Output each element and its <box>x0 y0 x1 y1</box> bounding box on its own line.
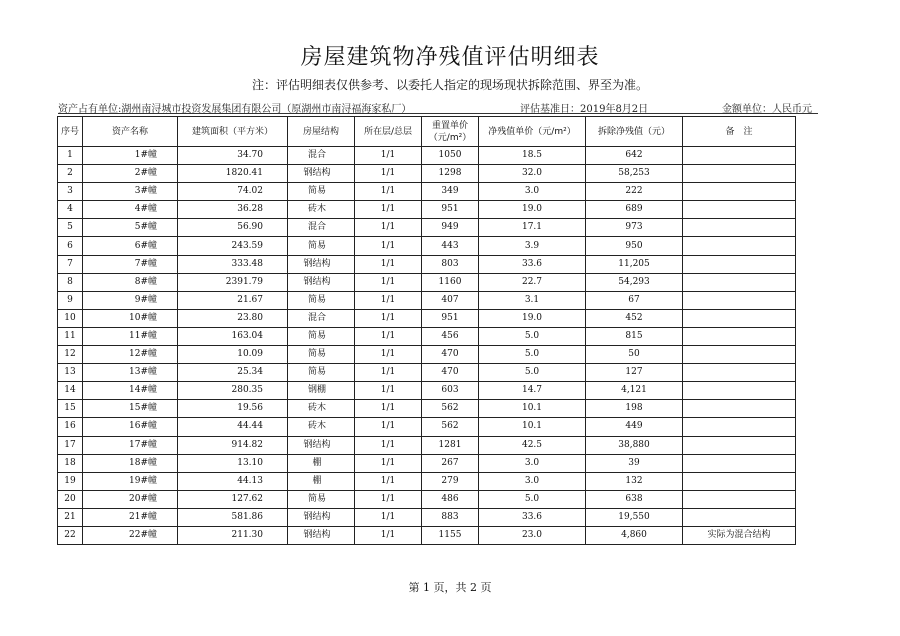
cell-area: 914.82 <box>178 436 288 454</box>
valuation-table <box>57 116 796 545</box>
cell-residual-unit: 42.5 <box>479 436 586 454</box>
cell-no: 1 <box>58 147 83 165</box>
cell-unit-price: 951 <box>422 309 479 327</box>
cell-name: 17#幢 <box>83 436 178 454</box>
cell-structure: 钢棚 <box>288 382 355 400</box>
document-title: 房屋建筑物净残值评估明细表 <box>300 45 600 70</box>
cell-area: 581.86 <box>178 508 288 526</box>
col-header-floor: 所在层/总层 <box>355 117 422 147</box>
cell-name: 16#幢 <box>83 418 178 436</box>
cell-area: 2391.79 <box>178 273 288 291</box>
cell-remark <box>683 165 796 183</box>
cell-residual-unit: 18.5 <box>479 147 586 165</box>
cell-name: 11#幢 <box>83 327 178 345</box>
page-indicator: 第 1 页，共 2 页 <box>408 581 492 594</box>
cell-name: 20#幢 <box>83 490 178 508</box>
cell-residual-unit: 3.0 <box>479 472 586 490</box>
cell-residual-unit: 19.0 <box>479 309 586 327</box>
cell-structure: 钢结构 <box>288 526 355 544</box>
cell-no: 7 <box>58 255 83 273</box>
cell-residual-unit: 14.7 <box>479 382 586 400</box>
cell-remark <box>683 183 796 201</box>
cell-residual-total: 4,121 <box>586 382 683 400</box>
cell-name: 14#幢 <box>83 382 178 400</box>
table-row <box>58 327 796 345</box>
cell-remark <box>683 201 796 219</box>
cell-no: 6 <box>58 237 83 255</box>
cell-remark <box>683 346 796 364</box>
cell-unit-price: 1155 <box>422 526 479 544</box>
cell-floor: 1/1 <box>355 490 422 508</box>
cell-residual-total: 198 <box>586 400 683 418</box>
cell-area: 1820.41 <box>178 165 288 183</box>
cell-name: 2#幢 <box>83 165 178 183</box>
cell-remark <box>683 219 796 237</box>
cell-floor: 1/1 <box>355 255 422 273</box>
col-header-unit-price: 重置单价（元/m²） <box>422 117 479 147</box>
cell-residual-unit: 3.0 <box>479 454 586 472</box>
cell-remark <box>683 472 796 490</box>
cell-no: 17 <box>58 436 83 454</box>
cell-floor: 1/1 <box>355 309 422 327</box>
cell-residual-unit: 33.6 <box>479 255 586 273</box>
col-header-area: 建筑面积（平方米） <box>178 117 288 147</box>
cell-no: 8 <box>58 273 83 291</box>
cell-name: 21#幢 <box>83 508 178 526</box>
table-row <box>58 255 796 273</box>
cell-residual-total: 950 <box>586 237 683 255</box>
cell-residual-unit: 5.0 <box>479 490 586 508</box>
cell-residual-total: 127 <box>586 364 683 382</box>
cell-unit-price: 1298 <box>422 165 479 183</box>
header-row <box>58 117 796 147</box>
cell-residual-unit: 5.0 <box>479 346 586 364</box>
cell-residual-total: 67 <box>586 291 683 309</box>
cell-floor: 1/1 <box>355 400 422 418</box>
col-header-residual-total: 拆除净残值（元） <box>586 117 683 147</box>
cell-no: 21 <box>58 508 83 526</box>
cell-unit-price: 562 <box>422 418 479 436</box>
table-row <box>58 346 796 364</box>
cell-unit-price: 443 <box>422 237 479 255</box>
cell-residual-unit: 3.0 <box>479 183 586 201</box>
cell-structure: 简易 <box>288 364 355 382</box>
cell-remark <box>683 436 796 454</box>
cell-structure: 棚 <box>288 472 355 490</box>
cell-residual-unit: 10.1 <box>479 418 586 436</box>
cell-area: 19.56 <box>178 400 288 418</box>
cell-unit-price: 951 <box>422 201 479 219</box>
cell-structure: 简易 <box>288 490 355 508</box>
cell-structure: 混合 <box>288 147 355 165</box>
cell-area: 243.59 <box>178 237 288 255</box>
table-row <box>58 400 796 418</box>
cell-no: 4 <box>58 201 83 219</box>
cell-residual-unit: 5.0 <box>479 364 586 382</box>
cell-remark <box>683 382 796 400</box>
cell-unit-price: 456 <box>422 327 479 345</box>
cell-residual-unit: 17.1 <box>479 219 586 237</box>
cell-no: 19 <box>58 472 83 490</box>
cell-floor: 1/1 <box>355 526 422 544</box>
table-row <box>58 291 796 309</box>
cell-unit-price: 949 <box>422 219 479 237</box>
cell-residual-total: 642 <box>586 147 683 165</box>
cell-residual-unit: 33.6 <box>479 508 586 526</box>
cell-no: 2 <box>58 165 83 183</box>
table-row <box>58 418 796 436</box>
owner-unit: 资产占有单位:湖州南浔城市投资发展集团有限公司（原湖州市南浔福海家私厂） <box>58 104 412 115</box>
cell-structure: 混合 <box>288 309 355 327</box>
cell-name: 1#幢 <box>83 147 178 165</box>
cell-unit-price: 883 <box>422 508 479 526</box>
table-row <box>58 490 796 508</box>
cell-floor: 1/1 <box>355 508 422 526</box>
cell-floor: 1/1 <box>355 201 422 219</box>
col-header-remark: 备 注 <box>683 117 796 147</box>
col-header-name: 资产名称 <box>83 117 178 147</box>
cell-structure: 砖木 <box>288 201 355 219</box>
cell-structure: 棚 <box>288 454 355 472</box>
cell-remark <box>683 309 796 327</box>
cell-area: 163.04 <box>178 327 288 345</box>
cell-area: 34.70 <box>178 147 288 165</box>
table-row <box>58 183 796 201</box>
cell-residual-unit: 10.1 <box>479 400 586 418</box>
cell-residual-total: 132 <box>586 472 683 490</box>
cell-structure: 钢结构 <box>288 255 355 273</box>
cell-area: 280.35 <box>178 382 288 400</box>
cell-name: 4#幢 <box>83 201 178 219</box>
cell-residual-unit: 3.9 <box>479 237 586 255</box>
cell-floor: 1/1 <box>355 382 422 400</box>
cell-unit-price: 1050 <box>422 147 479 165</box>
cell-residual-total: 222 <box>586 183 683 201</box>
cell-remark <box>683 147 796 165</box>
cell-area: 13.10 <box>178 454 288 472</box>
cell-structure: 钢结构 <box>288 436 355 454</box>
cell-floor: 1/1 <box>355 364 422 382</box>
cell-name: 12#幢 <box>83 346 178 364</box>
cell-remark <box>683 364 796 382</box>
table-row <box>58 165 796 183</box>
cell-unit-price: 603 <box>422 382 479 400</box>
cell-structure: 钢结构 <box>288 508 355 526</box>
cell-residual-total: 689 <box>586 201 683 219</box>
cell-remark <box>683 490 796 508</box>
table-body <box>58 147 796 545</box>
cell-residual-unit: 23.0 <box>479 526 586 544</box>
cell-name: 22#幢 <box>83 526 178 544</box>
cell-remark <box>683 255 796 273</box>
cell-structure: 钢结构 <box>288 165 355 183</box>
cell-name: 13#幢 <box>83 364 178 382</box>
cell-floor: 1/1 <box>355 418 422 436</box>
cell-no: 16 <box>58 418 83 436</box>
cell-floor: 1/1 <box>355 454 422 472</box>
cell-residual-total: 638 <box>586 490 683 508</box>
cell-remark <box>683 508 796 526</box>
cell-area: 21.67 <box>178 291 288 309</box>
cell-residual-total: 50 <box>586 346 683 364</box>
cell-name: 19#幢 <box>83 472 178 490</box>
cell-no: 13 <box>58 364 83 382</box>
cell-residual-total: 815 <box>586 327 683 345</box>
cell-remark <box>683 327 796 345</box>
cell-floor: 1/1 <box>355 165 422 183</box>
cell-name: 3#幢 <box>83 183 178 201</box>
cell-no: 12 <box>58 346 83 364</box>
cell-remark <box>683 237 796 255</box>
cell-area: 333.48 <box>178 255 288 273</box>
table-row <box>58 237 796 255</box>
cell-name: 7#幢 <box>83 255 178 273</box>
cell-unit-price: 349 <box>422 183 479 201</box>
cell-no: 15 <box>58 400 83 418</box>
table-row <box>58 436 796 454</box>
cell-structure: 简易 <box>288 183 355 201</box>
cell-unit-price: 803 <box>422 255 479 273</box>
cell-residual-total: 38,880 <box>586 436 683 454</box>
cell-no: 5 <box>58 219 83 237</box>
cell-floor: 1/1 <box>355 273 422 291</box>
cell-remark <box>683 400 796 418</box>
cell-name: 5#幢 <box>83 219 178 237</box>
cell-unit-price: 562 <box>422 400 479 418</box>
cell-area: 36.28 <box>178 201 288 219</box>
cell-floor: 1/1 <box>355 291 422 309</box>
table-row <box>58 472 796 490</box>
cell-name: 10#幢 <box>83 309 178 327</box>
col-header-structure: 房屋结构 <box>288 117 355 147</box>
table-row <box>58 454 796 472</box>
cell-structure: 简易 <box>288 291 355 309</box>
cell-floor: 1/1 <box>355 472 422 490</box>
cell-residual-unit: 19.0 <box>479 201 586 219</box>
cell-floor: 1/1 <box>355 237 422 255</box>
cell-area: 211.30 <box>178 526 288 544</box>
table-row <box>58 309 796 327</box>
table-row <box>58 508 796 526</box>
cell-structure: 混合 <box>288 219 355 237</box>
cell-unit-price: 279 <box>422 472 479 490</box>
cell-residual-total: 452 <box>586 309 683 327</box>
cell-residual-unit: 5.0 <box>479 327 586 345</box>
cell-no: 9 <box>58 291 83 309</box>
cell-name: 18#幢 <box>83 454 178 472</box>
cell-structure: 简易 <box>288 327 355 345</box>
cell-residual-total: 4,860 <box>586 526 683 544</box>
cell-unit-price: 1281 <box>422 436 479 454</box>
cell-remark <box>683 418 796 436</box>
cell-name: 6#幢 <box>83 237 178 255</box>
cell-structure: 砖木 <box>288 418 355 436</box>
cell-no: 3 <box>58 183 83 201</box>
cell-remark <box>683 454 796 472</box>
table-row <box>58 147 796 165</box>
table-row <box>58 201 796 219</box>
cell-area: 23.80 <box>178 309 288 327</box>
cell-no: 20 <box>58 490 83 508</box>
cell-residual-total: 54,293 <box>586 273 683 291</box>
table-row <box>58 273 796 291</box>
cell-unit-price: 1160 <box>422 273 479 291</box>
cell-name: 9#幢 <box>83 291 178 309</box>
cell-structure: 简易 <box>288 346 355 364</box>
cell-name: 15#幢 <box>83 400 178 418</box>
cell-residual-total: 58,253 <box>586 165 683 183</box>
cell-residual-total: 449 <box>586 418 683 436</box>
cell-residual-unit: 22.7 <box>479 273 586 291</box>
col-header-no: 序号 <box>58 117 83 147</box>
col-header-residual-unit: 净残值单价（元/m²） <box>479 117 586 147</box>
cell-no: 11 <box>58 327 83 345</box>
cell-residual-total: 39 <box>586 454 683 472</box>
cell-floor: 1/1 <box>355 183 422 201</box>
cell-residual-total: 19,550 <box>586 508 683 526</box>
cell-area: 25.34 <box>178 364 288 382</box>
cell-residual-total: 973 <box>586 219 683 237</box>
cell-unit-price: 267 <box>422 454 479 472</box>
table-row <box>58 364 796 382</box>
disclaimer-note: 注：评估明细表仅供参考、以委托人指定的现场现状拆除范围、界至为准。 <box>251 78 648 92</box>
table-row <box>58 219 796 237</box>
cell-residual-unit: 3.1 <box>479 291 586 309</box>
cell-no: 22 <box>58 526 83 544</box>
cell-structure: 简易 <box>288 237 355 255</box>
cell-area: 56.90 <box>178 219 288 237</box>
cell-area: 74.02 <box>178 183 288 201</box>
currency-unit: 金额单位：人民币元 <box>722 104 812 115</box>
cell-structure: 钢结构 <box>288 273 355 291</box>
cell-name: 8#幢 <box>83 273 178 291</box>
cell-residual-total: 11,205 <box>586 255 683 273</box>
table-row <box>58 382 796 400</box>
cell-remark <box>683 291 796 309</box>
cell-area: 44.13 <box>178 472 288 490</box>
cell-floor: 1/1 <box>355 436 422 454</box>
cell-structure: 砖木 <box>288 400 355 418</box>
cell-unit-price: 470 <box>422 346 479 364</box>
cell-floor: 1/1 <box>355 346 422 364</box>
cell-area: 10.09 <box>178 346 288 364</box>
cell-floor: 1/1 <box>355 147 422 165</box>
header-rule <box>58 113 818 114</box>
cell-area: 44.44 <box>178 418 288 436</box>
cell-area: 127.62 <box>178 490 288 508</box>
cell-no: 10 <box>58 309 83 327</box>
cell-floor: 1/1 <box>355 219 422 237</box>
cell-unit-price: 470 <box>422 364 479 382</box>
valuation-date: 评估基准日：2019年8月2日 <box>520 104 649 115</box>
cell-no: 18 <box>58 454 83 472</box>
cell-floor: 1/1 <box>355 327 422 345</box>
cell-remark: 实际为混合结构 <box>683 526 796 544</box>
cell-unit-price: 407 <box>422 291 479 309</box>
cell-no: 14 <box>58 382 83 400</box>
table-row <box>58 526 796 544</box>
cell-unit-price: 486 <box>422 490 479 508</box>
cell-remark <box>683 273 796 291</box>
cell-residual-unit: 32.0 <box>479 165 586 183</box>
